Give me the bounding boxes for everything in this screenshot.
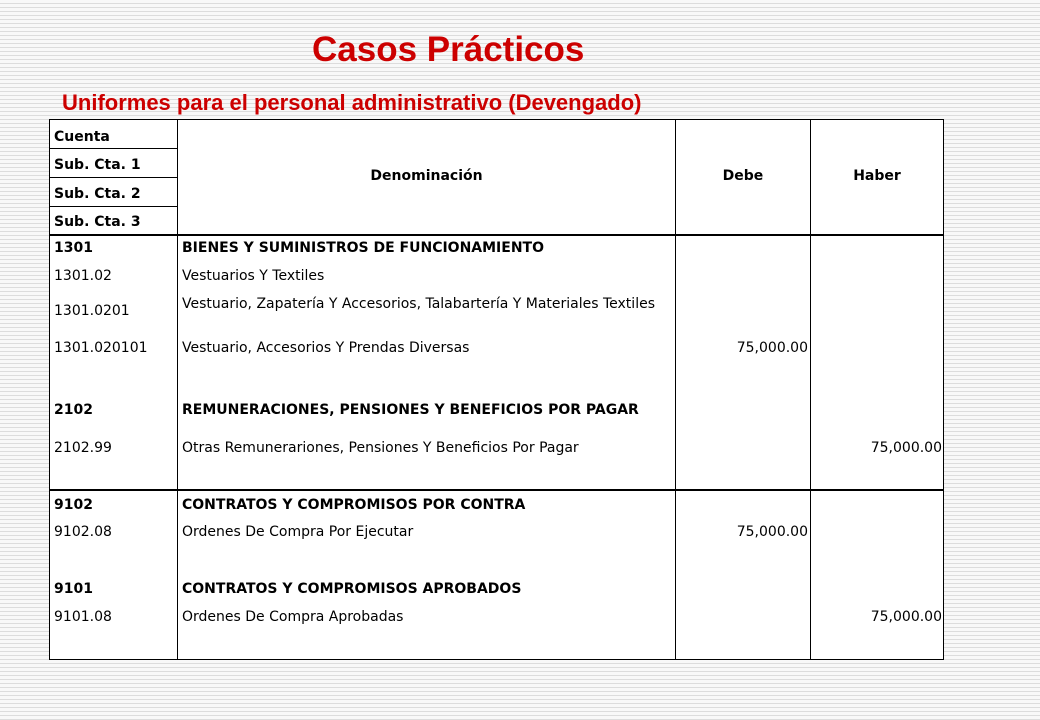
slide-subtitle: Uniformes para el personal administrativo (Devengado) <box>62 90 642 115</box>
entry-code: 9101.08 <box>54 609 112 625</box>
entry-name: CONTRATOS Y COMPROMISOS POR CONTRA <box>182 497 526 513</box>
entry-haber: 75,000.00 <box>870 440 942 456</box>
entry-code: 9102 <box>54 497 93 513</box>
entry-name: BIENES Y SUMINISTROS DE FUNCIONAMIENTO <box>182 240 544 256</box>
slide-title: Casos Prácticos <box>312 30 585 69</box>
entry-name: Ordenes De Compra Aprobadas <box>182 609 404 625</box>
column-divider <box>177 120 178 659</box>
header-sub-cta-2: Sub. Cta. 2 <box>54 186 141 202</box>
row-divider <box>50 177 177 178</box>
entry-name: REMUNERACIONES, PENSIONES Y BENEFICIOS POR PAGAR <box>182 402 639 418</box>
row-divider <box>50 206 177 207</box>
header-sub-cta-3: Sub. Cta. 3 <box>54 214 141 230</box>
entry-code: 1301 <box>54 240 93 256</box>
entry-debe: 75,000.00 <box>736 340 808 356</box>
entry-name: Vestuario, Zapatería Y Accesorios, Talabartería Y Materiales Textiles <box>182 296 655 312</box>
ledger-table <box>49 119 944 660</box>
entry-code: 2102.99 <box>54 440 112 456</box>
header-denominacion: Denominación <box>370 168 483 184</box>
entry-name: Vestuario, Accesorios Y Prendas Diversas <box>182 340 470 356</box>
entry-name: Vestuarios Y Textiles <box>182 268 325 284</box>
entry-code: 1301.0201 <box>54 303 130 319</box>
entry-code: 1301.02 <box>54 268 112 284</box>
column-divider <box>810 120 811 659</box>
column-divider <box>675 120 676 659</box>
entry-code: 9102.08 <box>54 524 112 540</box>
header-sub-cta-1: Sub. Cta. 1 <box>54 157 141 173</box>
entry-code: 9101 <box>54 581 93 597</box>
header-bottom-line <box>50 234 943 236</box>
entry-haber: 75,000.00 <box>870 609 942 625</box>
entry-debe: 75,000.00 <box>736 524 808 540</box>
entry-name: Ordenes De Compra Por Ejecutar <box>182 524 414 540</box>
header-debe: Debe <box>722 168 764 184</box>
header-haber: Haber <box>853 168 901 184</box>
entry-name: Otras Remunerariones, Pensiones Y Beneficios Por Pagar <box>182 440 579 456</box>
entry-code: 1301.020101 <box>54 340 148 356</box>
section-divider <box>50 489 943 491</box>
header-cuenta: Cuenta <box>54 129 110 145</box>
entry-code: 2102 <box>54 402 93 418</box>
row-divider <box>50 148 177 149</box>
entry-name: CONTRATOS Y COMPROMISOS APROBADOS <box>182 581 522 597</box>
